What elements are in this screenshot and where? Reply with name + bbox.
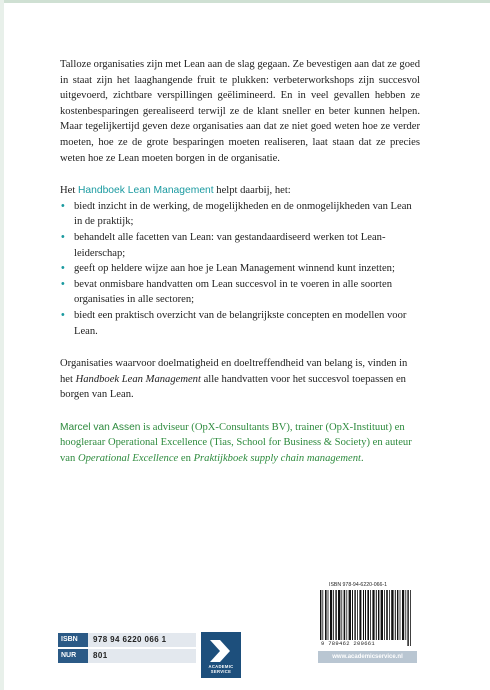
- bullet-item: • bevat onmisbare handvatten om Lean succesvol in te voeren in alle soorten organisaties in alle sectoren;: [60, 277, 420, 308]
- help-prefix: Het: [60, 185, 78, 197]
- bio-text2: en: [178, 453, 194, 465]
- publisher-website: www.academicservice.nl: [318, 651, 417, 663]
- back-cover-text: [60, 57, 420, 467]
- closing-paragraph: [60, 356, 420, 403]
- publisher-arrow-icon: [201, 634, 241, 668]
- author-name: Marcel van Assen: [60, 421, 141, 433]
- isbn-row: [58, 633, 196, 647]
- left-rule: [0, 0, 4, 690]
- barcode-number: 9 789462 200661: [321, 640, 376, 647]
- bio-book2: Praktijkboek supply chain management: [193, 453, 361, 465]
- bio-book1: Operational Excellence: [77, 453, 179, 465]
- publisher-logo: [201, 632, 241, 678]
- author-bio: [60, 420, 420, 467]
- nur-value: 801: [88, 649, 196, 663]
- bullet-item: • geeft op heldere wijze aan hoe je Lean Management winnend kunt inzetten;: [60, 261, 420, 277]
- bullet-list: [60, 199, 420, 339]
- top-rule: [0, 0, 490, 3]
- isbn-top-label: ISBN 978-94-6220-066-1: [329, 582, 387, 588]
- isbn-value: 978 94 6220 066 1: [88, 633, 196, 647]
- nur-row: [58, 649, 196, 663]
- nur-label: NUR: [58, 649, 88, 663]
- bullet-item: • behandelt alle facetten van Lean: van gestandaardiseerd werken tot Lean-leiderschap;: [60, 230, 420, 261]
- intro-paragraph: Talloze organisaties zijn met Lean aan de slag gegaan. Ze bevestigen aan dat ze goed in staat zijn het laaghangende fruit te plukken: verbeterworkshops zijn succesvol uitgevoerd, zichtbare verspillingen geëlimineerd. En in veel gevallen hebben ze kostenbesparingen gerealiseerd terwijl ze de klant sneller en beter kunnen helpen. Maar tegelijkertijd geven deze organisaties aan dat ze niet goed weten hoe ze verder moeten, hoe ze de grote besparingen moeten realiseren, laat staan dat ze precies weten hoe ze Lean moeten borgen in de organisatie.: [60, 59, 420, 164]
- help-suffix: helpt daarbij, het:: [213, 185, 291, 197]
- bio-text1: is adviseur (OpX-Consultants BV), trainer (OpX-Instituut) en hoogleraar Operational Excellence (Tias, School for Business & Society) en auteur van: [60, 421, 412, 465]
- help-intro: [60, 183, 420, 199]
- isbn-info-box: [58, 633, 196, 663]
- bullet-item: • biedt een praktisch overzicht van de belangrijkste concepten en modellen voor Lean.: [60, 308, 420, 339]
- publisher-name: ACADEMIC SERVICE: [208, 664, 234, 674]
- bio-text3: .: [360, 453, 364, 465]
- bullet-item: • biedt inzicht in de werking, de mogelijkheden en de onmogelijkheden van Lean in de praktijk;: [60, 199, 420, 230]
- closing-part1: Organisaties waarvoor doelmatigheid en doeltreffendheid van belang is, vinden in het: [60, 358, 408, 385]
- book-title: Handboek Lean Management: [77, 185, 214, 197]
- closing-title: Handboek Lean Management: [75, 373, 201, 385]
- isbn-label: ISBN: [58, 633, 88, 647]
- closing-part2: alle handvatten voor het succesvol toepassen en borgen van Lean.: [60, 373, 406, 401]
